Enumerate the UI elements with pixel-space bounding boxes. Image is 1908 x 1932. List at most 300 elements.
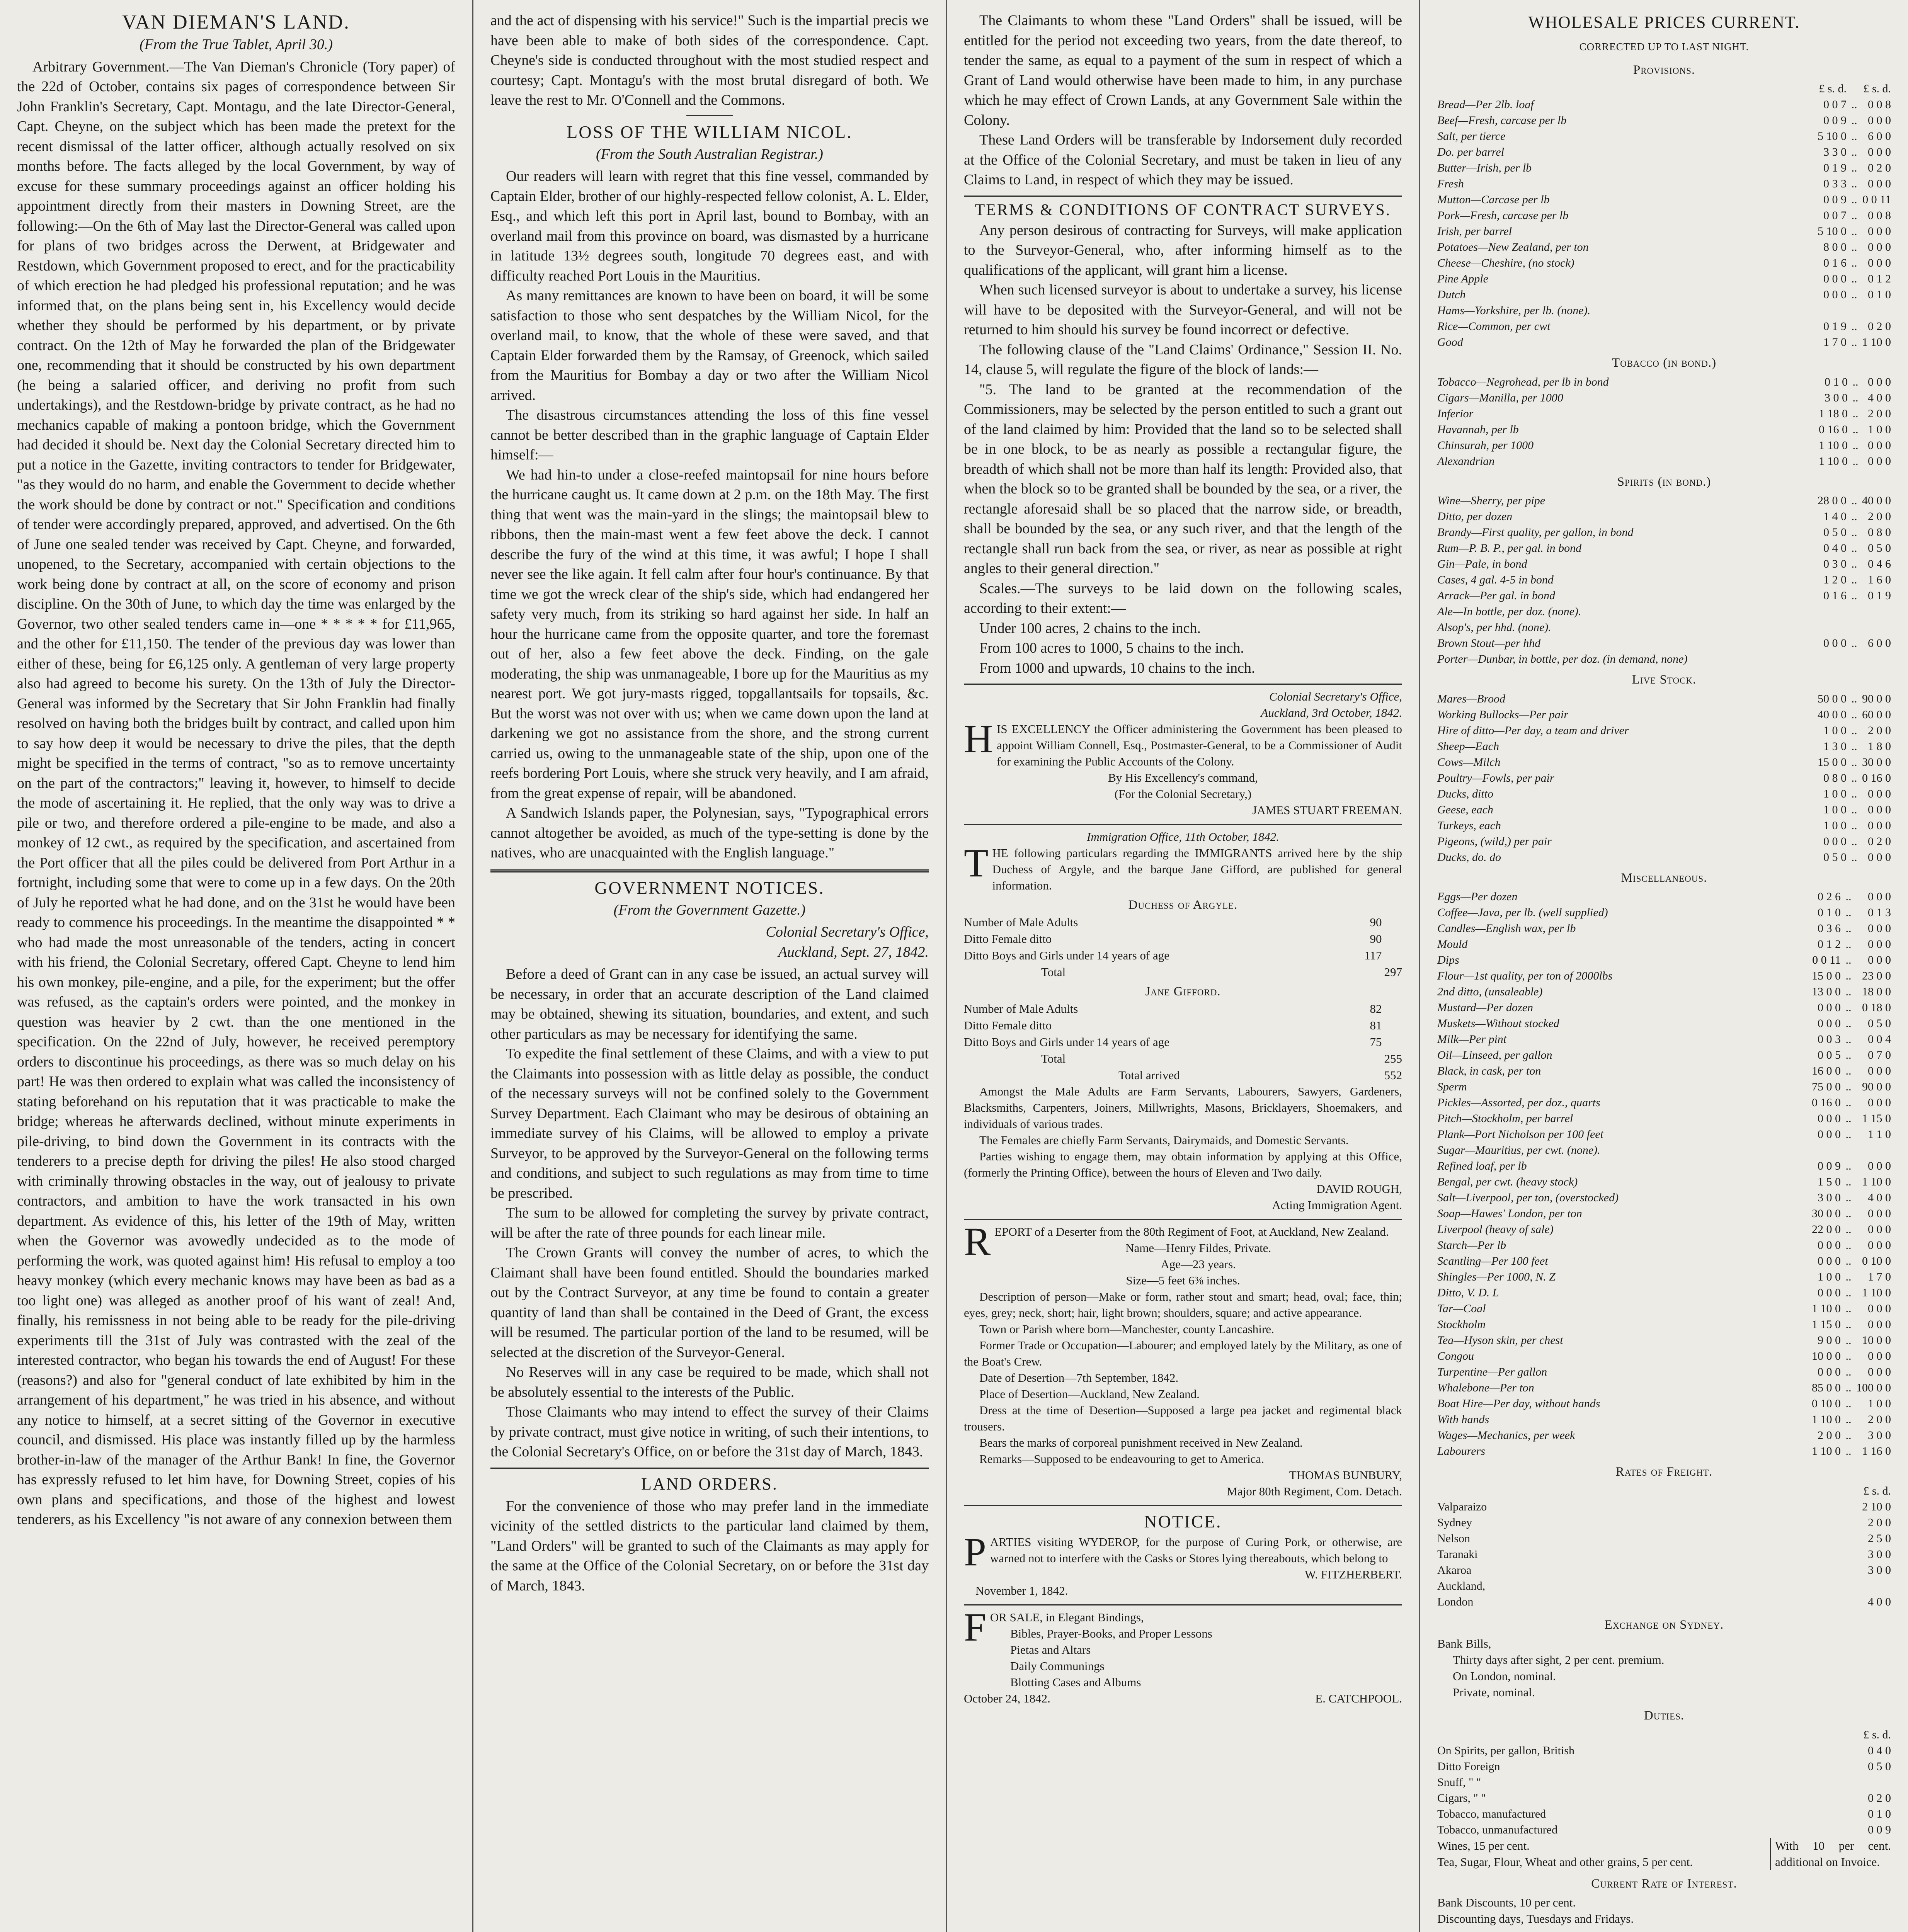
price-row [1437, 1126, 1891, 1142]
price-high: 1 7 0 [1868, 1270, 1891, 1283]
price-high [1856, 1142, 1891, 1158]
price-row [1437, 1427, 1891, 1443]
price-item: Alsop's, per hhd. (none). [1437, 621, 1551, 634]
price-item: Starch—Per lb [1437, 1239, 1506, 1252]
notice-signature: JAMES STUART FREEMAN. [1252, 803, 1402, 817]
price-row [1437, 905, 1891, 920]
price-sep: .. [1845, 1239, 1852, 1252]
price-high: 0 0 0 [1868, 1096, 1891, 1109]
price-low: 0 0 0 [1823, 637, 1847, 650]
loss-paragraph: Our readers will learn with regret that this fine vessel, commanded by Captain Elder, brother of our highly-respected fellow colonist, A. L. Elder, Esq., and which left this port in April last, bound to Bombay, with an overland mail from this province on board, was dismasted by a hurricane in latitude 13½ degrees south, longitude 70 degrees east, and with difficulty reached Port Louis in the Mauritius. [490, 168, 929, 284]
freight-rate: 2 10 0 [1862, 1500, 1891, 1513]
price-item: Pigeons, (wild,) per pair [1437, 835, 1552, 848]
price-low: 1 7 0 [1823, 336, 1847, 349]
price-item: Cows—Milch [1437, 755, 1501, 769]
immigration-paragraph: Parties wishing to engage them, may obtain information by applying at this Office, (formerly the Printing Office), between the hours of Eleven and Two daily. [964, 1150, 1402, 1179]
price-sep: .. [1851, 803, 1857, 816]
price-high: 1 0 0 [1868, 423, 1891, 436]
price-high: 4 0 0 [1868, 391, 1891, 404]
price-high: 0 0 0 [1868, 454, 1891, 468]
price-low: 13 0 0 [1812, 985, 1841, 998]
interest-line: Bank Discounts, 10 per cent. [1437, 1896, 1576, 1909]
table-row: Number of Male Adults 82 [964, 1002, 1382, 1015]
price-item: Bread—Per 2lb. loaf [1437, 98, 1534, 111]
price-sep: .. [1851, 288, 1857, 301]
price-item: Hire of ditto—Per day, a team and driver [1437, 724, 1629, 737]
price-high: 10 0 0 [1862, 1334, 1891, 1347]
price-sep: .. [1845, 1255, 1852, 1267]
price-sep: .. [1852, 375, 1859, 388]
price-section-title: Provisions. [1633, 63, 1695, 77]
price-item: Pine Apple [1437, 272, 1488, 285]
price-item: Mould [1437, 938, 1468, 951]
duties-brace-note: With 10 per cent. additional on Invoice. [1770, 1838, 1891, 1870]
price-row [1437, 556, 1891, 572]
land-paragraph: For the convenience of those who may prefer land in the immediate vicinity of the settled districts to the particular land claimed by them, "Land Orders" will be granted to such of the Claimants as may apply for the same at the Office of the Colonial Secretary, on or before the 31st day of March, 1843. [490, 1498, 929, 1594]
price-low: 30 0 0 [1812, 1207, 1841, 1220]
price-row [1437, 303, 1891, 318]
price-high: 0 8 0 [1868, 526, 1891, 539]
price-sep: .. [1851, 320, 1857, 333]
price-item: Plank—Port Nicholson per 100 feet [1437, 1128, 1603, 1141]
freight-rate: 2 5 0 [1868, 1532, 1891, 1545]
price-low: 8 0 0 [1823, 241, 1847, 253]
price-item: Rice—Common, per cwt [1437, 320, 1551, 333]
price-row [1437, 112, 1891, 128]
price-high: 0 0 0 [1868, 439, 1891, 452]
price-item: Porter—Dunbar, in bottle, per doz. (in demand, none) [1437, 653, 1688, 665]
notice-heading: NOTICE. [1144, 1512, 1222, 1531]
price-item: Do. per barrel [1437, 146, 1505, 158]
price-high: 30 0 0 [1862, 755, 1891, 769]
gov-date: Auckland, Sept. 27, 1842. [778, 944, 929, 960]
duties-note: Wines, 15 per cent. [1437, 1838, 1530, 1852]
price-item: Refined loaf, per lb [1437, 1160, 1527, 1172]
column-4 [1420, 0, 1908, 1932]
price-row [1437, 128, 1891, 144]
freight-title: Rates of Freight. [1615, 1465, 1713, 1479]
duties-title: Duties. [1644, 1709, 1685, 1723]
price-high: 0 7 0 [1868, 1049, 1891, 1061]
price-sep: .. [1851, 708, 1857, 721]
price-row [1437, 952, 1891, 968]
price-sep: .. [1845, 1350, 1852, 1362]
price-item: Candles—English wax, per lb [1437, 922, 1576, 935]
price-item: Sperm [1437, 1080, 1467, 1093]
price-section-title: Live Stock. [1632, 673, 1697, 687]
price-high: 2 0 0 [1868, 407, 1891, 420]
price-row [1437, 1174, 1891, 1190]
price-high: 0 0 0 [1868, 850, 1891, 864]
duty-rate: 0 0 9 [1868, 1823, 1891, 1836]
price-high: 2 0 0 [1868, 724, 1891, 737]
price-item: Ditto, per dozen [1437, 510, 1513, 523]
price-sep: .. [1845, 1381, 1852, 1394]
price-section-table [1437, 81, 1891, 350]
price-sep: .. [1851, 637, 1857, 650]
price-row [1437, 334, 1891, 350]
price-section-title: Spirits (in bond.) [1617, 474, 1711, 489]
price-item: Working Bullocks—Per pair [1437, 708, 1568, 721]
price-item: Hams—Yorkshire, per lb. (none). [1437, 304, 1591, 317]
sale-line: Bibles, Prayer-Books, and Proper Lessons [1010, 1627, 1212, 1640]
price-high: 6 0 0 [1868, 637, 1891, 650]
price-item: Ditto, V. D. L [1437, 1286, 1499, 1299]
price-high: 0 0 0 [1868, 1065, 1891, 1077]
price-high: 0 5 0 [1868, 542, 1891, 554]
price-low: 1 3 0 [1823, 740, 1847, 753]
price-high: 1 10 0 [1862, 1175, 1891, 1188]
price-item: Ale—In bottle, per doz. (none). [1437, 605, 1581, 618]
price-sep: .. [1845, 1366, 1852, 1378]
price-item: Labourers [1437, 1445, 1485, 1458]
price-low: 1 0 0 [1823, 787, 1847, 800]
price-row [1437, 437, 1891, 453]
price-high: 1 1 0 [1868, 1128, 1891, 1141]
price-high: 90 0 0 [1862, 1080, 1891, 1093]
money-header-spacer [1437, 1727, 1863, 1743]
price-sep: .. [1852, 439, 1859, 452]
money-header: £ s. d. [1863, 82, 1891, 95]
price-sep: .. [1851, 257, 1857, 269]
price-sep: .. [1851, 272, 1857, 285]
divider [964, 824, 1402, 825]
price-row [1437, 271, 1891, 287]
price-row [1437, 374, 1891, 390]
price-high [1862, 619, 1891, 635]
price-sep: .. [1845, 1033, 1852, 1046]
price-high: 2 0 0 [1868, 510, 1891, 523]
price-sep: .. [1845, 1001, 1852, 1014]
price-low: 1 10 0 [1812, 1302, 1841, 1315]
table-row: Ditto Boys and Girls under 14 years of age 117 [964, 949, 1382, 962]
price-low: 0 0 0 [1818, 1128, 1841, 1141]
price-low: 15 0 0 [1812, 969, 1841, 982]
price-sep: .. [1851, 850, 1857, 864]
deserter-line: Date of Desertion—7th September, 1842. [979, 1371, 1179, 1384]
sale-line: Blotting Cases and Albums [1010, 1675, 1141, 1689]
price-row [1437, 651, 1891, 667]
price-high: 0 0 8 [1868, 209, 1891, 222]
price-row [1437, 1206, 1891, 1221]
notice-text: IS EXCELLENCY the Officer administering the Government has been pleased to appoint William Connell, Esq., Postmaster-General, to be a Commissioner of Audit for examining the Public Accounts of the Colony. [997, 722, 1402, 768]
duty-row [1437, 1806, 1891, 1822]
freight-rate [1862, 1578, 1891, 1594]
price-row [1437, 818, 1891, 833]
immigrant-table [964, 914, 1402, 980]
price-high: 0 1 3 [1868, 906, 1891, 919]
price-row [1437, 1269, 1891, 1285]
price-row [1437, 1380, 1891, 1396]
price-sep: .. [1845, 1334, 1852, 1347]
price-row [1437, 422, 1891, 437]
freight-row [1437, 1499, 1891, 1515]
price-sep: .. [1845, 938, 1852, 951]
price-high: 1 15 0 [1862, 1112, 1891, 1125]
price-item: Butter—Irish, per lb [1437, 162, 1532, 174]
price-item: Potatoes—New Zealand, per ton [1437, 241, 1589, 253]
price-low: 0 0 0 [1818, 1255, 1841, 1267]
price-row [1437, 1443, 1891, 1459]
duty-row [1437, 1790, 1891, 1806]
price-low: 3 0 0 [1818, 1191, 1841, 1204]
loss-paragraph: The disastrous circumstances attending the loss of this fine vessel cannot be better described than in the graphic language of Captain Elder himself:— [490, 407, 929, 463]
price-item: Tobacco—Negrohead, per lb in bond [1437, 375, 1609, 388]
price-item: Alexandrian [1437, 454, 1495, 468]
table-row: Total 255 [1041, 1052, 1402, 1065]
price-row [1437, 968, 1891, 984]
freight-table [1437, 1483, 1891, 1610]
terms-paragraph: Scales.—The surveys to be laid down on the following scales, according to their extent:— [964, 580, 1402, 616]
price-high: 0 2 0 [1868, 162, 1891, 174]
price-item: Black, in cask, per ton [1437, 1065, 1541, 1077]
price-high: 0 16 0 [1862, 771, 1891, 784]
price-sep: .. [1851, 787, 1857, 800]
duty-item: Snuff, " " [1437, 1776, 1481, 1789]
price-low: 0 1 0 [1825, 375, 1848, 388]
scale-line: From 100 acres to 1000, 5 chains to the inch. [979, 640, 1244, 656]
duty-row [1437, 1743, 1891, 1759]
price-low: 85 0 0 [1812, 1381, 1841, 1394]
price-low: 0 4 0 [1823, 542, 1847, 554]
price-low: 1 0 0 [1823, 724, 1847, 737]
duty-row [1437, 1774, 1891, 1790]
price-item: Brandy—First quality, per gallon, in bond [1437, 526, 1634, 539]
terms-paragraph: Any person desirous of contracting for Surveys, will make application to the Surveyor-General, who, after informing himself as to the qualifications of the applicant, will grant him a license. [964, 222, 1402, 278]
price-sep: .. [1845, 1080, 1852, 1093]
price-high: 0 0 0 [1868, 114, 1891, 127]
divider [964, 1505, 1402, 1506]
money-header-row [1437, 1483, 1891, 1499]
interest-line: Discounting days, Tuesdays and Fridays. [1437, 1912, 1634, 1925]
price-low: 10 0 0 [1812, 1350, 1841, 1362]
scale-line: Under 100 acres, 2 chains to the inch. [979, 620, 1201, 636]
price-sep: .. [1845, 1017, 1852, 1030]
freight-row [1437, 1594, 1891, 1610]
price-sep: .. [1851, 724, 1857, 737]
duty-rate: 0 5 0 [1868, 1760, 1891, 1773]
price-item: Pork—Fresh, carcase per lb [1437, 209, 1569, 222]
price-row [1437, 802, 1891, 818]
price-row [1437, 1396, 1891, 1412]
price-high: 1 0 0 [1868, 1397, 1891, 1410]
price-high [1862, 303, 1891, 318]
price-row [1437, 1047, 1891, 1063]
price-item: Flour—1st quality, per ton of 2000lbs [1437, 969, 1613, 982]
price-item: Inferior [1437, 407, 1474, 420]
price-low: 0 0 0 [1818, 1017, 1841, 1030]
loss-paragraph: As many remittances are known to have been on board, it will be some satisfaction to those who sent despatches by the William Nicol, for the overland mail, to know, that the whole of these were saved, and that Captain Elder forwarded them by the Ramsay, of Greenock, which sailed from the Mauritius for Bombay a day or two after the William Nicol arrived. [490, 287, 929, 403]
price-low: 0 1 2 [1818, 938, 1841, 951]
price-sep: .. [1852, 407, 1859, 420]
freight-destination: Sydney [1437, 1516, 1472, 1529]
price-sep: .. [1851, 771, 1857, 784]
price-section-table [1437, 889, 1891, 1459]
price-sep: .. [1845, 1207, 1852, 1220]
price-row [1437, 770, 1891, 786]
price-low: 1 0 0 [1823, 803, 1847, 816]
price-item: Pitch—Stockholm, per barrel [1437, 1112, 1573, 1125]
sale-line: Daily Communings [1010, 1659, 1105, 1673]
duty-rate: 0 1 0 [1868, 1807, 1891, 1820]
price-low: 15 0 0 [1818, 755, 1847, 769]
price-sep [1847, 303, 1862, 318]
price-row [1437, 406, 1891, 422]
price-row [1437, 691, 1891, 707]
price-sep: .. [1851, 542, 1857, 554]
price-high: 0 2 0 [1868, 320, 1891, 333]
article-continuation: and the act of dispensing with his service!" Such is the impartial precis we have been able to make of both sides of the correspondence. Capt. Cheyne's side is conducted throughout with the most studied respect and courtesy; Capt. Montagu's with the most brutal disregard of both. We leave the rest to Mr. O'Connell and the Commons. [490, 12, 929, 108]
price-item: Ducks, ditto [1437, 787, 1493, 800]
freight-destination: Nelson [1437, 1532, 1470, 1545]
price-item: Cheese—Cheshire, (no stock) [1437, 257, 1574, 269]
price-section-table [1437, 493, 1891, 667]
price-low: 9 0 0 [1818, 1334, 1841, 1347]
gov-paragraph: To expedite the final settlement of these Claims, and with a view to put the Claimants into possession with as little delay as possible, the conduct of the necessary surveys will not be confined solely to the Government Survey Department. Each Claimant who may be desirous of obtaining an immediate survey of his Claims, will be allowed to employ a private Surveyor, to be approved by the Surveyor-General on the following terms and conditions, and subject to such regulations as may from time to time be prescribed. [490, 1046, 929, 1201]
deserter-signature: THOMAS BUNBURY, [1289, 1468, 1402, 1482]
duty-item: Tobacco, unmanufactured [1437, 1823, 1558, 1836]
duty-item: On Spirits, per gallon, British [1437, 1744, 1574, 1757]
price-sep: .. [1845, 1270, 1852, 1283]
freight-destination: Akaroa [1437, 1563, 1472, 1577]
price-sep: .. [1851, 835, 1857, 848]
price-row [1437, 588, 1891, 604]
price-item: Poultry—Fowls, per pair [1437, 771, 1554, 784]
price-row [1437, 287, 1891, 303]
price-low: 0 0 0 [1818, 1001, 1841, 1014]
terms-paragraph: "5. The land to be granted at the recommendation of the Commissioners, may be selected by the person entitled to such a grant out of the land claimed by him: Provided that the land so to be selected shall be in one block, to be as nearly as possible a rectangular figure, the breadth of which shall not be more than half its length: Provided also, that when the block so to be granted shall be bounded by the sea, or a river, the rectangle aforesaid shall be so placed that the narrow side, or breadth, shall be bounded by the sea, or any such river, and that the length of the rectangle shall run back from the sea, or river, as near as possible at right angles to their general direction." [964, 381, 1402, 577]
immigration-paragraph: Amongst the Male Adults are Farm Servants, Labourers, Sawyers, Gardeners, Blacksmiths, Carpenters, Joiners, Millwrights, Masons, Bricklayers, Shoemakers, and individuals of various trades. [964, 1085, 1402, 1131]
sale-line: Pietas and Altars [1010, 1643, 1091, 1656]
price-high: 0 0 0 [1868, 922, 1891, 935]
price-row [1437, 1348, 1891, 1364]
price-sep: .. [1851, 494, 1857, 507]
price-sep [1847, 619, 1862, 635]
deserter-line: Dress at the time of Desertion—Supposed a large pea jacket and regimental black trousers. [964, 1403, 1402, 1433]
price-row [1437, 1316, 1891, 1332]
gov-paragraph: Before a deed of Grant can in any case be issued, an actual survey will be necessary, in order that an accurate description of the Land claimed may be obtained, shewing its situation, boundaries, and extent, and such other particulars as may be necessary for identifying the same. [490, 966, 929, 1042]
drop-cap: P [964, 1530, 986, 1574]
price-row [1437, 604, 1891, 619]
price-sep [1847, 651, 1862, 667]
price-low: 1 0 0 [1818, 1270, 1841, 1283]
price-row [1437, 1332, 1891, 1348]
price-high: 0 0 0 [1868, 1223, 1891, 1236]
deserter-role: Major 80th Regiment, Com. Detach. [1227, 1485, 1402, 1498]
price-row [1437, 493, 1891, 509]
price-high: 0 0 11 [1862, 193, 1891, 206]
price-item: Bengal, per cwt. (heavy stock) [1437, 1175, 1578, 1188]
freight-destination: Auckland, [1437, 1579, 1486, 1592]
freight-row [1437, 1562, 1891, 1578]
divider [490, 1468, 929, 1469]
price-row [1437, 984, 1891, 1000]
price-row [1437, 1111, 1891, 1126]
price-row [1437, 1253, 1891, 1269]
price-low: 1 0 0 [1823, 819, 1847, 832]
price-low: 0 0 0 [1823, 288, 1847, 301]
table-row: Total 297 [1041, 965, 1402, 979]
price-sep: .. [1845, 890, 1852, 903]
price-sep: .. [1845, 1286, 1852, 1299]
price-sep: .. [1851, 162, 1857, 174]
divider [964, 1219, 1402, 1220]
price-row [1437, 160, 1891, 176]
notice-date: November 1, 1842. [975, 1584, 1068, 1597]
price-sep: .. [1851, 589, 1857, 602]
price-row [1437, 1412, 1891, 1427]
price-item: Boat Hire—Per day, without hands [1437, 1397, 1600, 1410]
price-row [1437, 207, 1891, 223]
price-sep: .. [1851, 177, 1857, 190]
price-low [1812, 1142, 1841, 1158]
price-high: 0 0 0 [1868, 890, 1891, 903]
money-header: £ s. d. [1819, 82, 1847, 95]
price-low: 0 1 6 [1823, 257, 1847, 269]
price-row [1437, 786, 1891, 802]
price-low: 40 0 0 [1818, 708, 1847, 721]
price-item: Cases, 4 gal. 4-5 in bond [1437, 573, 1554, 586]
notice-for: (For the Colonial Secretary,) [1114, 787, 1252, 801]
price-item: Stockholm [1437, 1318, 1486, 1331]
price-item: Sugar—Mauritius, per cwt. (none). [1437, 1144, 1600, 1156]
price-row [1437, 723, 1891, 738]
immigration-signature: DAVID ROUGH, [1316, 1182, 1402, 1196]
deserter-line: Remarks—Supposed to be endeavouring to get to America. [979, 1452, 1264, 1466]
price-sep: .. [1845, 954, 1852, 966]
price-sep: .. [1851, 755, 1857, 769]
price-high: 4 0 0 [1868, 1191, 1891, 1204]
table-row: Ditto Boys and Girls under 14 years of age 75 [964, 1035, 1382, 1049]
price-sep: .. [1851, 336, 1857, 349]
price-low: 0 16 0 [1819, 423, 1848, 436]
price-sep: .. [1851, 740, 1857, 753]
price-low: 16 0 0 [1812, 1065, 1841, 1077]
price-high: 3 0 0 [1868, 1429, 1891, 1442]
price-item: Gin—Pale, in bond [1437, 558, 1527, 570]
price-item: Salt, per tierce [1437, 130, 1506, 143]
deserter-line: Place of Desertion—Auckland, New Zealand. [979, 1387, 1200, 1401]
price-item: Beef—Fresh, carcase per lb [1437, 114, 1567, 127]
immigration-paragraph: The Females are chiefly Farm Servants, Dairymaids, and Domestic Servants. [979, 1133, 1349, 1147]
exchange-title: Exchange on Sydney. [1604, 1617, 1724, 1632]
drop-cap: F [964, 1605, 986, 1650]
price-low: 0 0 0 [1818, 1366, 1841, 1378]
land-paragraph: The Claimants to whom these "Land Orders" shall be issued, will be entitled for the period not exceeding two years, from the date thereof, to tender the same, as equal to a payment of the sum in respect of which a Grant of Land would otherwise have been made to him, in any purchase which he may effect of Crown Lands, at any Government Sale within the Colony. [964, 12, 1402, 128]
prices-subheading: CORRECTED UP TO LAST NIGHT. [1579, 41, 1749, 53]
freight-row [1437, 1515, 1891, 1531]
price-high: 0 0 0 [1868, 938, 1891, 951]
price-sep: .. [1852, 454, 1859, 468]
drop-cap: T [964, 841, 989, 885]
immigration-role: Acting Immigration Agent. [1272, 1198, 1402, 1212]
price-sep: .. [1851, 193, 1857, 206]
price-high: 0 0 0 [1868, 1207, 1891, 1220]
price-low: 1 10 0 [1819, 454, 1848, 468]
price-item: Wine—Sherry, per pipe [1437, 494, 1545, 507]
price-row [1437, 572, 1891, 588]
price-low: 3 3 0 [1823, 146, 1847, 158]
price-sep: .. [1851, 510, 1857, 523]
terms-heading: TERMS & CONDITIONS OF CONTRACT SURVEYS. [975, 201, 1391, 219]
divider [964, 1604, 1402, 1605]
gov-office: Colonial Secretary's Office, [766, 924, 929, 940]
price-low: 0 0 3 [1818, 1033, 1841, 1046]
deserter-line: Description of person—Make or form, rather stout and smart; head, oval; face, thin; eyes, grey; neck, short; hair, light brown; shoulders, square; and active appearance. [964, 1290, 1402, 1320]
price-row [1437, 1237, 1891, 1253]
price-sep: .. [1845, 1397, 1852, 1410]
price-high: 0 0 0 [1868, 241, 1891, 253]
